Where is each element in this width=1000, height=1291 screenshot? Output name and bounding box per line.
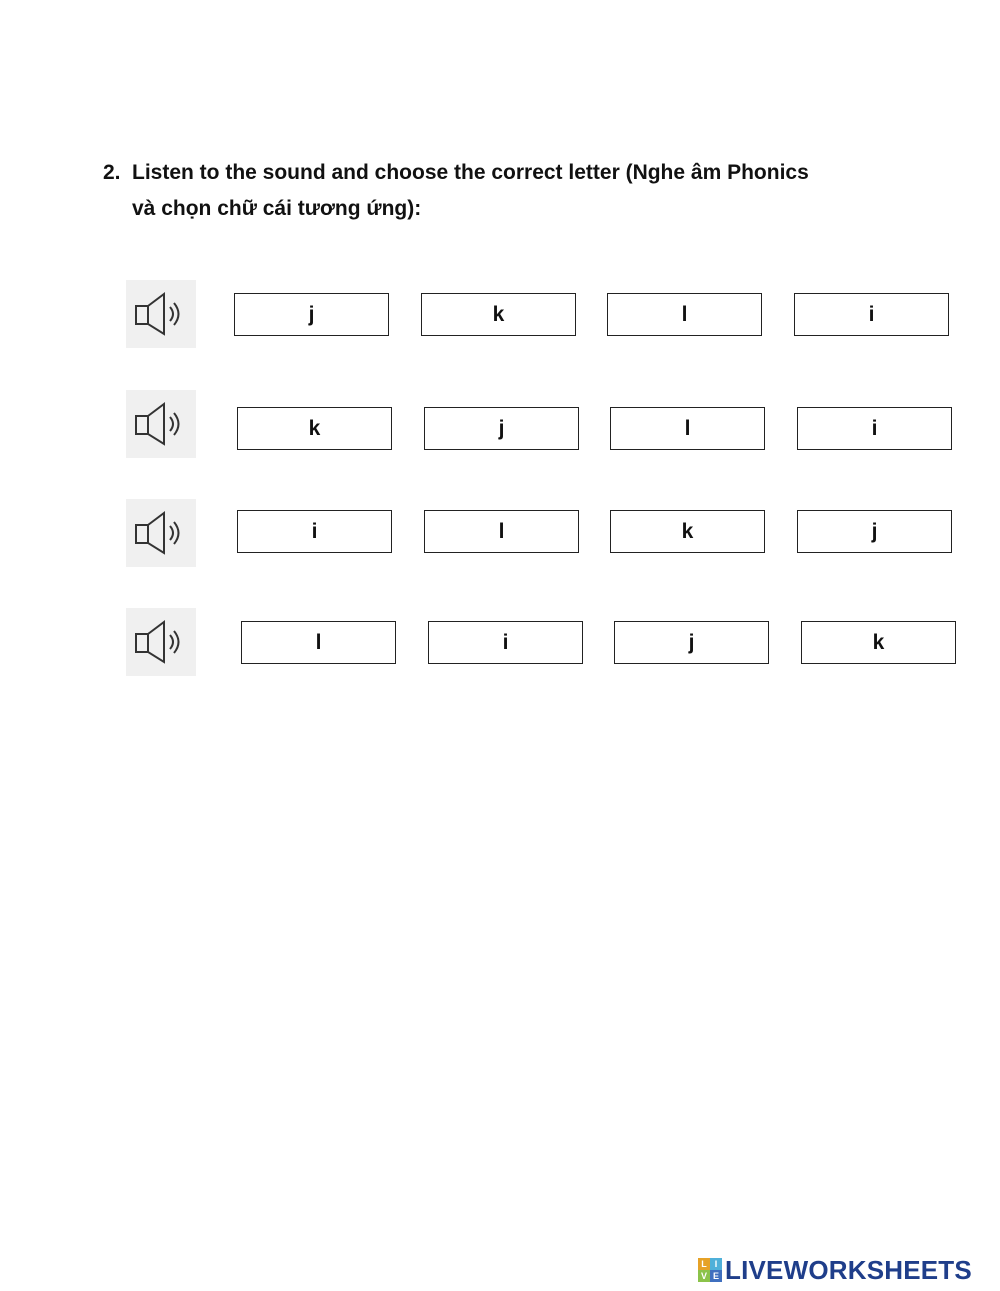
question-text-line1: Listen to the sound and choose the correct letter (Nghe âm Phonics <box>132 161 809 184</box>
option-box[interactable]: i <box>794 293 949 336</box>
speaker-button[interactable] <box>126 499 196 567</box>
liveworksheets-logo <box>698 1256 972 1284</box>
option-box[interactable]: k <box>237 407 392 450</box>
option-box[interactable]: j <box>234 293 389 336</box>
option-box[interactable]: k <box>610 510 765 553</box>
answer-row <box>126 499 956 567</box>
question <box>103 155 903 227</box>
logo-mark-cell: V <box>698 1270 710 1282</box>
option-box[interactable]: j <box>424 407 579 450</box>
option-box[interactable]: i <box>428 621 583 664</box>
option-box[interactable]: k <box>801 621 956 664</box>
speaker-button[interactable] <box>126 280 196 348</box>
question-text-line2: và chọn chữ cái tương ứng): <box>132 197 422 220</box>
logo-mark-icon <box>698 1258 722 1282</box>
logo-mark-cell: E <box>710 1270 722 1282</box>
logo-text: LIVEWORKSHEETS <box>725 1254 972 1285</box>
option-box[interactable]: k <box>421 293 576 336</box>
speaker-button[interactable] <box>126 390 196 458</box>
option-box[interactable]: i <box>797 407 952 450</box>
speaker-button[interactable] <box>126 608 196 676</box>
logo-mark-cell: L <box>698 1258 710 1270</box>
option-box[interactable]: l <box>241 621 396 664</box>
logo-mark-cell: I <box>710 1258 722 1270</box>
answer-row <box>126 280 956 348</box>
question-number: 2. <box>103 161 121 184</box>
answer-row <box>126 608 960 676</box>
option-box[interactable]: l <box>610 407 765 450</box>
option-box[interactable]: l <box>607 293 762 336</box>
option-box[interactable]: l <box>424 510 579 553</box>
option-box[interactable]: j <box>614 621 769 664</box>
speaker-icon <box>134 620 186 664</box>
option-box[interactable]: i <box>237 510 392 553</box>
speaker-icon <box>134 402 186 446</box>
option-box[interactable]: j <box>797 510 952 553</box>
answer-row <box>126 390 956 458</box>
speaker-icon <box>134 292 186 336</box>
speaker-icon <box>134 511 186 555</box>
